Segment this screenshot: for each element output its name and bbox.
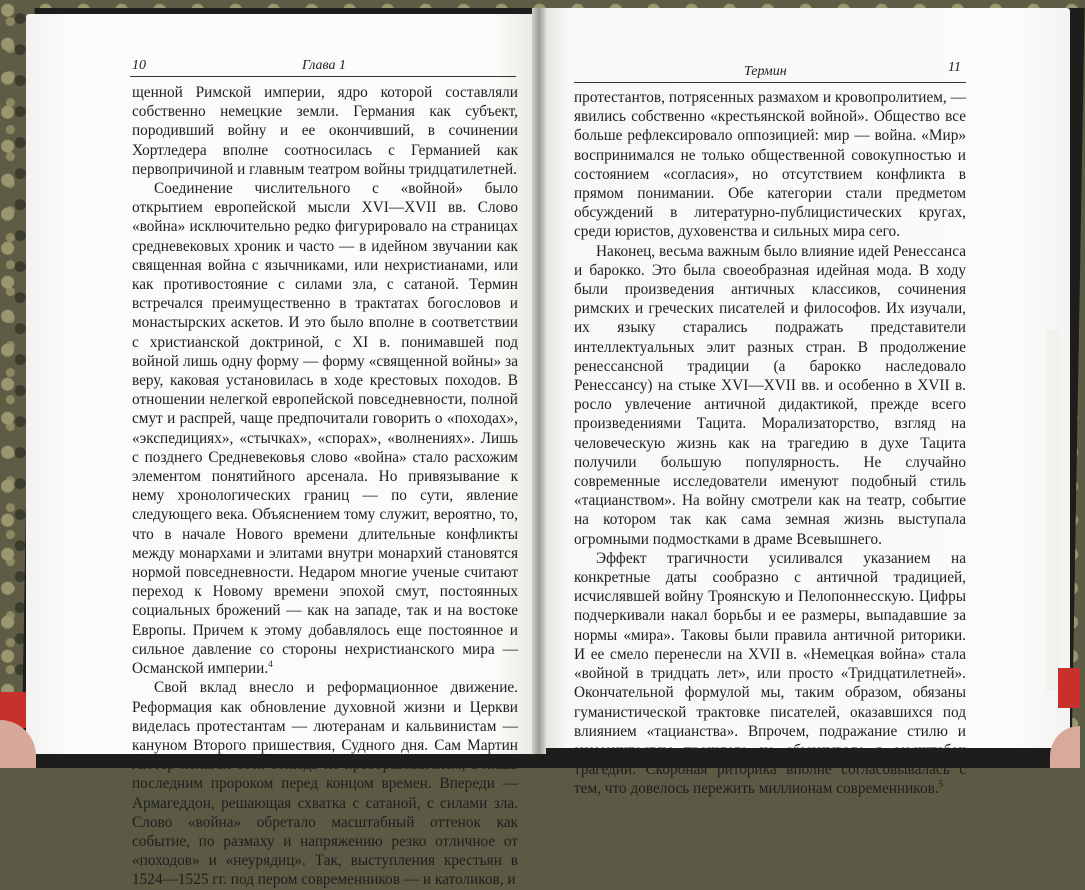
book-edge-red-right	[1058, 668, 1080, 708]
right-running-head: Термин	[744, 64, 787, 79]
left-running-head: Глава 1	[302, 58, 346, 73]
left-paragraph-1: щенной Римской империи, ядро которой составляли собственно немецкие земли. Германия как субъект, породивший войну и ее окончивший, в сочинении Хортледера вполне соотносилась с Германией как первопричиной и главным театром войны тридцатилетней.	[132, 84, 518, 178]
right-page	[538, 8, 1070, 798]
book-gutter	[532, 8, 546, 754]
left-page-number: 10	[132, 58, 146, 73]
right-page-number: 11	[948, 60, 961, 75]
footnote-mark: 4	[268, 659, 273, 669]
right-paragraph-2: Наконец, весьма важным было влияние идей Ренессанса и барокко. Это была своеобразная идейная мода. В ходу были произведения античных классиков, сочинения римских и греческих писателей и философов. Их изучали, их языку старались подражать представители интеллектуальных элит разных стран. В продолжение ренессансной традиции (а барокко наследовало Ренессансу) на стыке XVI—XVII вв. и особенно в XVII в. росло увлечение античной дидактикой, прежде всего произведениями Тацита. Морализаторство, взгляд на человеческую жизнь как на трагедию в духе Тацита получили большую популярность. Не случайно современные исследователи именуют подобный стиль «тацианством». На войну смотрели как на театр, событие на котором так как сама земная жизнь выступала огромными подмостками в драме Всевышнего.	[574, 242, 966, 548]
left-page	[26, 14, 538, 889]
right-paragraph-1: протестантов, потрясенных размахом и кровопролитием, — явились собственно «крестьянской войной». Общество все больше рефлексировало оппозицией: мир — война. «Мир» воспринимался не только общественной совокупностью и состоянием «согласия», но отсутствием конфликта в прямом понимании. Обе категории стали предметом обсуждений в литературно-публицистических кругах, среди юристов, духовенства и сильных мира сего.	[574, 89, 966, 241]
left-paragraph-2: Соединение числительного с «войной» было открытием европейской мысли XVI—XVII вв. Слово «война» исключительно редко фигурировало на страницах средневековых хроник и часто — в идейном звучании как священная война с язычниками, или нехристианами, или как противостояние с силами зла, с сатаной. Термин встречался преимущественно в трактатах богословов и монастырских аскетов. И это было вполне в соответствии с христианской доктриной, с XI в. понимавшей под войной лишь одну форму — форму «священной войны» за веру, каковая установилась в ходе крестовых походов. В отношении нелегкой европейской повседневности, полной смут и распрей, чаще предпочитали говорить о «походах», «экспедициях», «стычках», «спорах», «волнениях». Лишь с позднего Средневековья слово «война» стало расхожим элементом понятийного арсенала. Но привязывание к нему хронологических границ — по сути, явление следующего века. Объяснением тому служит, вероятно, то, что в начале Нового времени длительные конфликты между монархами и элитами внутри монархий становятся нормой повседневности. Недаром многие ученые считают переход к Новому времени эпохой смут, постоянных социальных брожений — как на западе, так и на востоке Европы. Причем к этому добавлялось еще постоянное и сильное давление со стороны нехристианского мира — Османской империи.$^4$	[132, 180, 518, 678]
left-body-text	[132, 83, 518, 890]
footnote-mark: 5	[938, 779, 944, 790]
right-body-text	[574, 88, 966, 799]
right-header-rule	[574, 82, 966, 83]
left-header-rule	[130, 76, 516, 77]
left-paragraph-3: Свой вклад внесло и реформационное движение. Реформация как обновление духовной жизни и Церкви виделась протестантам — лютеранам и кальвинистам — кануном Второго пришествия, Судного дня. Сам Мартин Лютер полагал себя отнюдь не преобразователем, а лишь последним пророком перед концом времен. Впереди — Армагеддон, решающая схватка с сатаной, с силами зла. Слово «война» обретало масштабный оттенок как событие, по размаху и напряжению резко отличное от «походов» и «неурядиц». Так, выступления крестьян в 1524—1525 гг. под пером современников — и католиков, и	[132, 679, 518, 889]
page-edges	[1046, 330, 1060, 690]
right-paragraph-3: Эффект трагичности усиливался указанием на конкретные даты сообразно с античной традицией, исчислявшей войну Троянскую и Пелопоннесскую. Цифры подчеркивали накал борьбы и ее размеры, выпадавшие за нормы «мира». Таковы были правила античной риторики. И ее смело перенесли на XVII в. «Немецкая война» стала «войной в тридцать лет», или просто «Тридцатилетней». Окончательной формулой мы, таким образом, обязаны гуманистической трактовке писателей, оказавшихся под влиянием «тацианства». Впрочем, подражание стилю и знаменитостям прошлого не обманывало в масштабах трагедии. Скорбная риторика вполне согласовывалась с тем, что довелось пережить миллионам современников.$^5$	[574, 549, 966, 798]
